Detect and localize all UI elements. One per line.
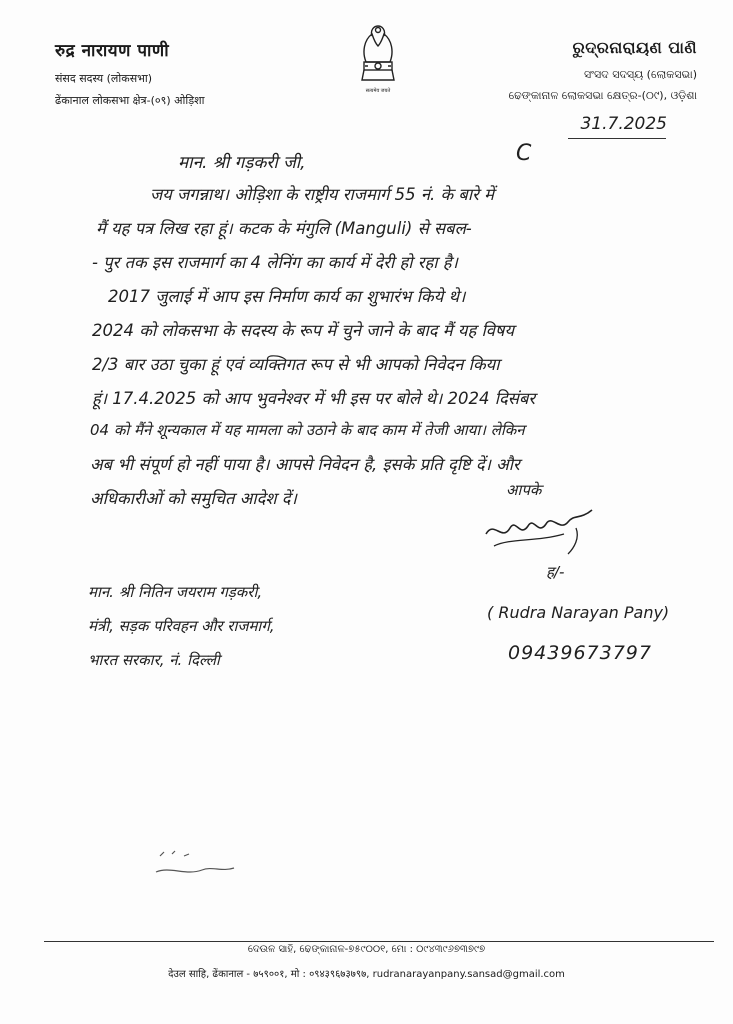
body-line: अब भी संपूर्ण हो नहीं पाया है। आपसे निवेदन है, इसके प्रति दृष्टि दें। और <box>90 455 520 474</box>
footer-address-odia: ଦେଉଳ ସାହି, ଢେଙ୍କାନାଳ-୭୫୯୦୦୧, ମୋ : ୦୯୪୩୯୬୭୩୭୯୭ <box>247 944 486 955</box>
footer-divider <box>44 941 714 942</box>
stray-marks <box>150 842 240 882</box>
body-line: 04 को मैंने शून्यकाल में यह मामला को उठाने के बाद काम में तेजी आया। लेकिन <box>90 421 525 439</box>
signatory-name: ( Rudra Narayan Pany) <box>487 603 670 622</box>
letter-date: 31.7.2025 <box>580 114 667 134</box>
addressee-line: मान. श्री नितिन जयराम गड़करी, <box>88 583 263 601</box>
margin-mark: C <box>516 141 532 166</box>
signatory-phone: 09439673797 <box>508 642 652 664</box>
body-line: अधिकारीओं को समुचित आदेश दें। <box>90 489 297 508</box>
signature <box>480 498 600 562</box>
body-line: मैं यह पत्र लिख रहा हूं। कटक के मंगुलि (Manguli) से सबल- <box>96 219 472 238</box>
footer-address-hindi: देउल साहि, ढेंकानाल - ७५९००१, मो : ०९४३९६७३७९७, rudranarayanpany.sansad@gmail.com <box>168 969 565 980</box>
body-line: - पुर तक इस राजमार्ग का 4 लेनिंग का कार्य में देरी हो रहा है। <box>92 253 458 272</box>
letterhead-left <box>55 38 204 108</box>
sender-constituency-odia: ଢେଙ୍କାନାଳ ଲୋକସଭା କ୍ଷେତ୍ର-(୦୯), ଓଡ଼ିଶା <box>508 89 697 102</box>
addressee-line: मंत्री, सड़क परिवहन और राजमार्ग, <box>88 617 275 635</box>
body-line: 2/3 बार उठा चुका हूं एवं व्यक्तिगत रूप से भी आपको निवेदन किया <box>92 355 500 374</box>
body-line: 2017 जुलाई में आप इस निर्माण कार्य का शुभारंभ किये थे। <box>108 287 466 306</box>
sender-name-hindi: रुद्र नारायण पाणी <box>55 41 170 61</box>
national-emblem-icon <box>352 22 404 92</box>
sender-constituency-hindi: ढेंकानाल लोकसभा क्षेत्र-(०९) ओड़िशा <box>55 94 205 107</box>
body-line: हूं। 17.4.2025 को आप भुवनेश्वर में भी इस पर बोले थे। 2024 दिसंबर <box>92 389 536 408</box>
body-line: 2024 को लोकसभा के सदस्य के रूप में चुने जाने के बाद मैं यह विषय <box>92 321 515 340</box>
emblem-motto: सत्यमेव जयते <box>365 88 391 94</box>
letterhead-right <box>509 38 697 103</box>
date-underline <box>568 138 666 139</box>
sender-designation-hindi: संसद सदस्य (लोकसभा) <box>55 72 152 85</box>
sender-designation-odia: ସଂସଦ ସଦସ୍ୟ (ଲୋକସଭା) <box>583 68 697 81</box>
body-line: जय जगन्नाथ। ओड़िशा के राष्ट्रीय राजमार्ग 55 नं. के बारे में <box>150 185 494 204</box>
sender-name-odia: ରୁଦ୍ରନାରାୟଣ ପାଣି <box>572 38 697 57</box>
signature-label: ह/- <box>546 563 565 581</box>
salutation: मान. श्री गड़करी जी, <box>178 153 306 173</box>
addressee-line: भारत सरकार, नं. दिल्ली <box>88 651 220 669</box>
closing: आपके <box>506 481 542 499</box>
